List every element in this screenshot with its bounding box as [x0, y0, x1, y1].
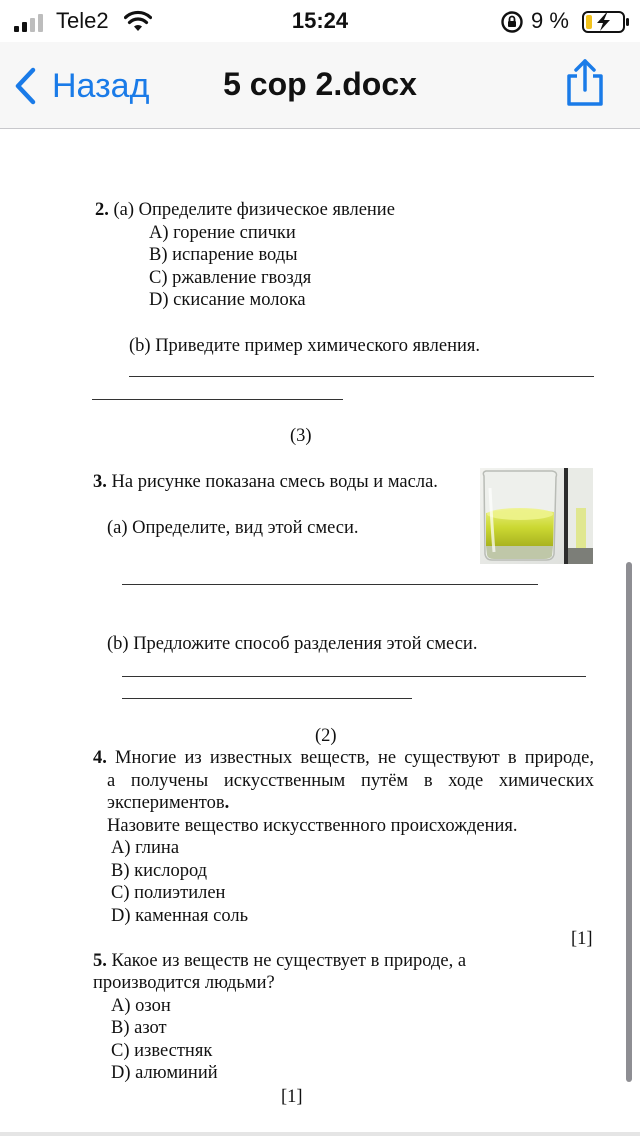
question-3-part-a: (a) Определите, вид этой смеси.	[107, 518, 359, 538]
question-5-heading	[93, 950, 466, 972]
share-icon[interactable]	[564, 58, 606, 108]
question-3-part-b: (b) Предложите способ разделения этой смеси.	[107, 634, 478, 654]
question-2-option: A) горение спички	[149, 223, 296, 243]
question-2-score: (3)	[290, 426, 312, 446]
question-4-option: B) кислород	[111, 861, 208, 881]
orientation-lock-icon	[500, 10, 524, 34]
question-2-option: B) испарение воды	[149, 245, 298, 265]
question-4-line-1: Многие из известных веществ, не существуют в природе,	[115, 748, 594, 768]
question-3-score: (2)	[315, 726, 337, 746]
question-2-option: C) ржавление гвоздя	[149, 268, 312, 288]
answer-line	[122, 698, 412, 699]
document-title: 5 сор 2.docx	[223, 66, 417, 102]
question-5-option: D) алюминий	[111, 1063, 218, 1083]
question-4-text-line-3	[107, 792, 229, 814]
question-4-option: D) каменная соль	[111, 906, 249, 926]
question-4-line-3-end: .	[224, 793, 230, 813]
navigation-bar	[0, 42, 640, 129]
document-view[interactable]	[0, 129, 640, 1136]
answer-line	[122, 584, 538, 585]
question-5-option: B) азот	[111, 1018, 167, 1038]
question-5-score: [1]	[281, 1087, 303, 1107]
status-bar	[0, 0, 640, 42]
carrier-name: Tele2	[56, 8, 109, 33]
question-2-part-a: (a) Определите физическое явление	[113, 200, 395, 220]
question-2-number: 2.	[95, 200, 109, 220]
question-4-option: C) полиэтилен	[111, 883, 226, 903]
battery-charging-icon	[582, 10, 630, 34]
answer-line	[122, 676, 586, 677]
question-5-line-2: производится людьми?	[93, 973, 275, 993]
oil-water-mixture-image	[480, 468, 593, 564]
question-2-heading	[95, 199, 395, 221]
question-2-option: D) скисание молока	[149, 290, 306, 310]
question-4-score: [1]	[571, 929, 593, 949]
question-3-heading	[93, 471, 438, 493]
clock: 15:24	[291, 8, 349, 33]
question-4-prompt: Назовите вещество искусственного происхождения.	[107, 816, 518, 836]
question-3-number: 3.	[93, 472, 107, 492]
scrollbar[interactable]	[626, 562, 632, 1082]
question-2-part-b: (b) Приведите пример химического явления.	[129, 336, 481, 356]
question-4-line-2: а получены искусственным путём в ходе химических	[107, 771, 594, 791]
battery-percent: 9 %	[531, 8, 569, 33]
question-5-line-1: Какое из веществ не существует в природе, а	[111, 951, 467, 971]
bottom-edge	[0, 1132, 640, 1136]
question-3-intro: На рисунке показана смесь воды и масла.	[111, 472, 438, 492]
question-4-text-line-1	[93, 747, 594, 769]
question-5-option: A) озон	[111, 996, 171, 1016]
answer-line	[129, 376, 594, 377]
answer-line	[92, 399, 343, 400]
question-4-line-3: экспериментов	[107, 793, 225, 813]
back-label: Назад	[52, 66, 150, 105]
question-5-number: 5.	[93, 951, 107, 971]
question-4-number: 4.	[93, 748, 107, 768]
question-5-option: C) известняк	[111, 1041, 213, 1061]
question-4-option: A) глина	[111, 838, 180, 858]
